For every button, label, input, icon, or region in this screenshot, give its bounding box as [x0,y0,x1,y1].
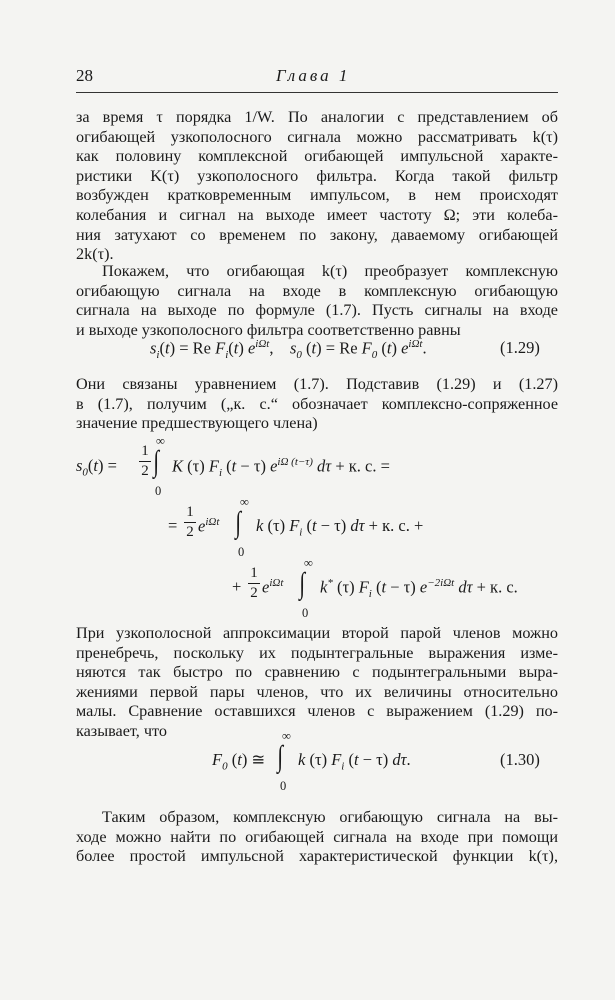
fraction-half: 1 2 [184,504,196,541]
text-line: малы. Сравнение оставшихся членов с выражением (1.29) по- [76,702,558,721]
text-line: ристики K(τ) узкополосного фильтра. Когда такой фильтр [76,166,558,185]
fraction-half: 1 2 [139,443,151,480]
chapter-title: Глава 1 [276,66,351,85]
text-line: огибающую сигнала на входе в комплексную огибающую [76,281,558,300]
text-line: как половину комплексной огибающей импульсной характе- [76,147,558,166]
integral-sign: ∫ [235,506,241,539]
text-line: Таким образом, комплексную огибающую сигнала на вы- [102,808,558,826]
equation-line: $e^{i\Omega t}$ [198,516,220,536]
integral-lower-limit: 0 [280,779,287,793]
paragraph-1 [76,108,558,265]
text-line: жениями первой пары членов, что их величины относительно [76,682,558,701]
fraction-half: 1 2 [248,565,260,602]
text-line: 2k(τ). [76,245,114,264]
paragraph-4 [76,624,558,742]
text-line: ходе можно найти по огибающей сигнала на входе при помощи [76,827,558,846]
equation-line: $F_0$ (t) ≅ [212,750,266,773]
integral-upper-limit: ∞ [156,434,165,448]
integral-upper-limit: ∞ [240,495,249,509]
integral-lower-limit: 0 [155,484,162,498]
header-rule [76,92,558,93]
equation-line: K (τ) $F_i$ (t − τ) $e^{i\Omega (t-\tau)}$ dτ + к. с. = [172,456,390,479]
text-line: ния затухают со временем по закону, даваемому огибающей [76,225,558,244]
text-line: более простой импульсной характеристической функции k(τ), [76,847,558,866]
text-line: возбужден кратковременным импульсом, в нем происходят [76,186,558,205]
page-header [76,66,556,90]
equation-line: = [168,516,178,535]
paragraph-2 [76,262,558,340]
equation-line: $e^{i\Omega t}$ [262,577,284,597]
equation-line: k (τ) $F_i$ (t − τ) dτ + к. с. + [256,516,424,539]
paragraph-3 [76,375,558,434]
equation-line: + [232,577,242,596]
equation-line: $s_0(t)$ = [76,456,117,479]
text-line: пренебречь, поскольку их подынтегральные выражения изме- [76,643,558,662]
equation-number: (1.30) [500,750,540,769]
equation-line: k (τ) $F_i$ (t − τ) dτ. [298,750,411,773]
text-line: огибающей узкополосного сигнала можно рассматривать k(τ) [76,127,558,146]
integral-upper-limit: ∞ [304,556,313,570]
integral-sign: ∫ [153,445,159,478]
text-line: При узкополосной аппроксимации второй парой членов можно [76,624,558,642]
page-number: 28 [76,66,93,85]
equation-1-29: $s_i(t) = Re$ $F_i(t)$ $e^{i\Omega t}$, $s_0$ (t) = Re $F_0$ (t) $e^{i\Omega t}$. [150,338,427,361]
integral-sign: ∫ [277,740,283,773]
equation-line: k* (τ) $F_i$ (t − τ) $e^{-2i\Omega t}$ dτ + к. с. [320,577,518,600]
paragraph-5 [76,808,558,867]
text-line: сигнала на выходе по формуле (1.7). Пусть сигналы на входе [76,301,558,320]
integral-lower-limit: 0 [238,545,245,559]
integral-lower-limit: 0 [302,606,309,620]
text-line: Они связаны уравнением (1.7). Подставив (1.29) и (1.27) [76,375,558,393]
text-line: за время τ порядка 1/W. По аналогии с представлением об [76,108,558,126]
text-line: казывает, что [76,721,167,740]
text-line: значение предшествующего члена) [76,414,318,433]
text-line: и выходе узкополосного фильтра соответственно равны [76,320,461,339]
text-line: в (1.7), получим („к. с.“ обозначает комплексно-сопряженное [76,394,558,413]
integral-sign: ∫ [299,567,305,600]
equation-number: (1.29) [500,338,540,357]
text-line: колебания и сигнал на выходе имеет частоту Ω; эти колеба- [76,205,558,224]
text-line: няются так быстро по сравнению с подынтегральными выра- [76,663,558,682]
text-line: Покажем, что огибающая k(τ) преобразует комплексную [102,262,558,280]
integral-upper-limit: ∞ [282,729,291,743]
